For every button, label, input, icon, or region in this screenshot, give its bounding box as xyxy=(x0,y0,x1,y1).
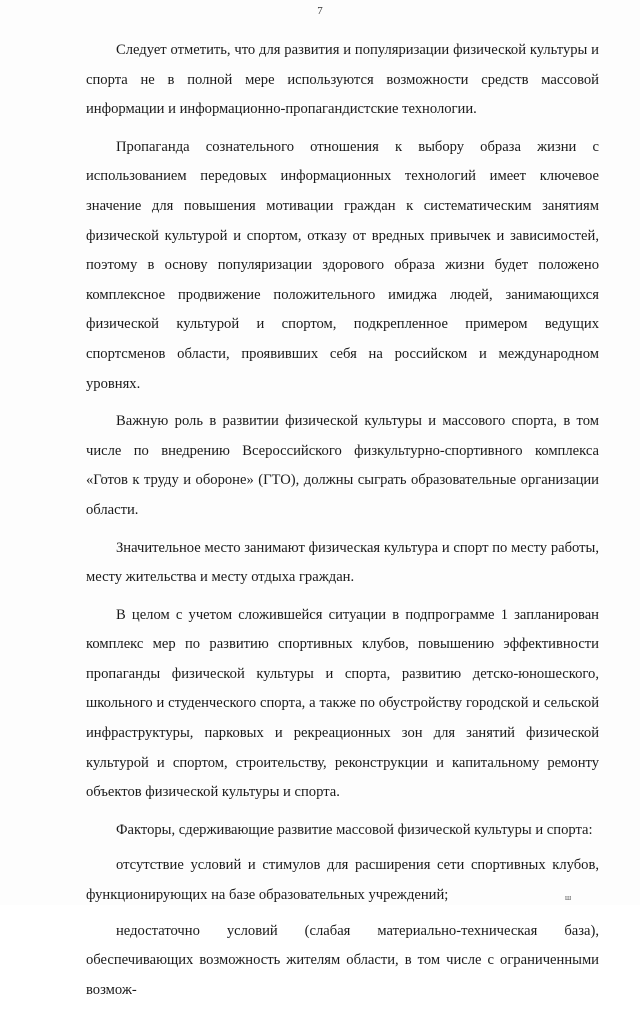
paragraph-media: Следует отметить, что для развития и популяризации физической культуры и спорта не в полной мере используются возможности средств массовой информации и информационно-пропагандистские технологии. xyxy=(86,42,599,118)
corner-mark: ш xyxy=(565,893,572,902)
body-text xyxy=(86,36,599,1011)
paragraph-factor-base: недостаточно условий (слабая материально-техническая база), обеспечивающих возможность жителям области, в том числе с ограниченными возмож- xyxy=(86,922,599,998)
paragraph-propaganda: Пропаганда сознательного отношения к выбору образа жизни с использованием передовых информационных технологий имеет ключевое значение для повышения мотивации граждан к систематическим занятиям физической культурой и спортом, отказу от вредных привычек и зависимостей, поэтому в основу популяризации здорового образа жизни будет положено комплексное продвижение положительного имиджа людей, занимающихся физической культурой и спортом, подкрепленное примером ведущих спортсменов области, проявивших себя на российском и международном уровнях. xyxy=(86,138,599,392)
paragraph-subprogram: В целом с учетом сложившейся ситуации в подпрограмме 1 запланирован комплекс мер по развитию спортивных клубов, повышению эффективности пропаганды физической культуры и спорта, развитию детско-юношеского, школьного и студенческого спорта, а также по обустройству городской и сельской инфраструктуры, парковых и рекреационных зон для занятий физической культурой и спортом, строительству, реконструкции и капитальному ремонту объектов физической культуры и спорта. xyxy=(86,606,599,801)
paragraph-education: Важную роль в развитии физической культуры и массового спорта, в том числе по внедрению Всероссийского физкультурно-спортивного комплекса «Готов к труду и обороне» (ГТО), должны сыграть образовательные организации области. xyxy=(86,413,599,518)
paragraph-workplace: Значительное место занимают физическая культура и спорт по месту работы, месту жительства и месту отдыха граждан. xyxy=(86,539,599,586)
paragraph-factors: Факторы, сдерживающие развитие массовой физической культуры и спорта: xyxy=(116,821,593,838)
paragraph-factor-clubs: отсутствие условий и стимулов для расширения сети спортивных клубов, функционирующих на базе образовательных учреждений; xyxy=(86,857,599,904)
page-number: 7 xyxy=(317,5,323,17)
